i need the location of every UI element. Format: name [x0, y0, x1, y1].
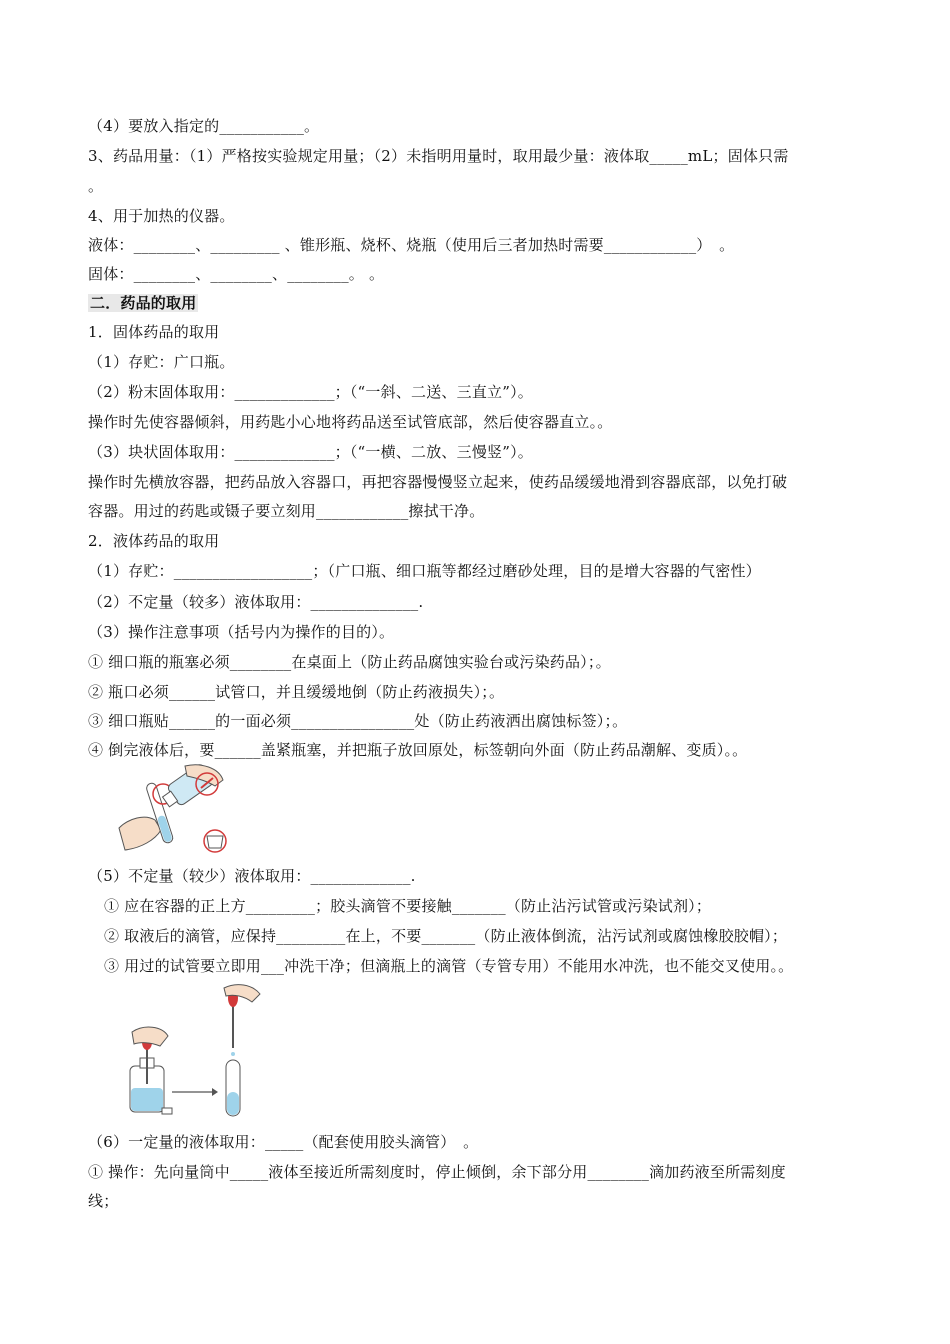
pouring-illustration — [115, 764, 230, 856]
text-line-3: 。 — [88, 177, 104, 195]
text-line-11: 操作时先使容器倾斜，用药匙小心地将药品送至试管底部，然后使容器直立。。 — [88, 413, 613, 431]
text-line-25: ② 取液后的滴管，应保持_________在上，不要_______（防止液体倒流，沾污试剂或腐蚀橡胶胶帽）； — [104, 927, 788, 945]
text-line-29: 线； — [88, 1192, 119, 1210]
dropper-illustration — [120, 984, 270, 1120]
text-line-4: 4、用于加热的仪器。 — [88, 207, 235, 225]
text-line-14: 容器。用过的药匙或镊子要立刻用____________擦拭干净。 — [88, 502, 485, 520]
text-line-5: 液体：________、_________ 、锥形瓶、烧杯、烧瓶（使用后三者加热时需要____________） 。 — [88, 236, 735, 254]
section-heading — [88, 293, 198, 313]
text-line-28: ① 操作：先向量筒中_____液体至接近所需刻度时，停止倾倒，余下部分用________滴加药液至所需刻度 — [88, 1163, 786, 1181]
text-line-17: （2）不定量（较多）液体取用：______________. — [88, 593, 424, 611]
text-line-27: （6）一定量的液体取用：_____（配套使用胶头滴管） 。 — [88, 1133, 479, 1151]
text-line-22: ④ 倒完液体后，要______盖紧瓶塞，并把瓶子放回原处，标签朝向外面（防止药品潮解、变质）。。 — [88, 741, 748, 759]
text-line-21: ③ 细口瓶贴______的一面必须________________处（防止药液洒出腐蚀标签）；。 — [88, 712, 628, 730]
text-line-15: 2．液体药品的取用 — [88, 532, 220, 550]
text-line-13: 操作时先横放容器，把药品放入容器口，再把容器慢慢竖立起来，使药品缓缓地滑到容器底部，以免打破 — [88, 473, 788, 491]
text-line-9: （1）存贮：广口瓶。 — [88, 353, 235, 371]
text-line-26: ③ 用过的试管要立即用___冲洗干净；但滴瓶上的滴管（专管专用）不能用水冲洗，也不能交叉使用。。 — [104, 957, 794, 975]
text-line-24: ① 应在容器的正上方_________；胶头滴管不要接触_______（防止沾污试管或污染试剂）； — [104, 897, 712, 915]
text-line-8: 1．固体药品的取用 — [88, 323, 220, 341]
text-line-1: （4）要放入指定的___________。 — [88, 117, 320, 135]
text-line-2: 3、药品用量：（1）严格按实验规定用量；（2）未指明用量时，取用最少量：液体取_____mL；固体只需 — [88, 147, 789, 165]
text-line-12: （3）块状固体取用：_____________；（“一横、二放、三慢竖”）。 — [88, 443, 533, 461]
text-line-20: ② 瓶口必须______试管口，并且缓缓地倒（防止药液损失）；。 — [88, 683, 505, 701]
text-line-18: （3）操作注意事项（括号内为操作的目的）。 — [88, 623, 395, 641]
text-line-19: ① 细口瓶的瓶塞必须________在桌面上（防止药品腐蚀实验台或污染药品）；。 — [88, 653, 611, 671]
text-line-6: 固体：________、________、________。 。 — [88, 265, 385, 283]
text-line-16: （1）存贮：__________________；（广口瓶、细口瓶等都经过磨砂处理，目的是增大容器的气密性） — [88, 562, 761, 580]
section-heading-text: 二．药品的取用 — [90, 294, 197, 312]
text-line-10: （2）粉末固体取用：_____________；（“一斜、二送、三直立”）。 — [88, 383, 533, 401]
text-line-23: （5）不定量（较少）液体取用：_____________. — [88, 867, 416, 885]
